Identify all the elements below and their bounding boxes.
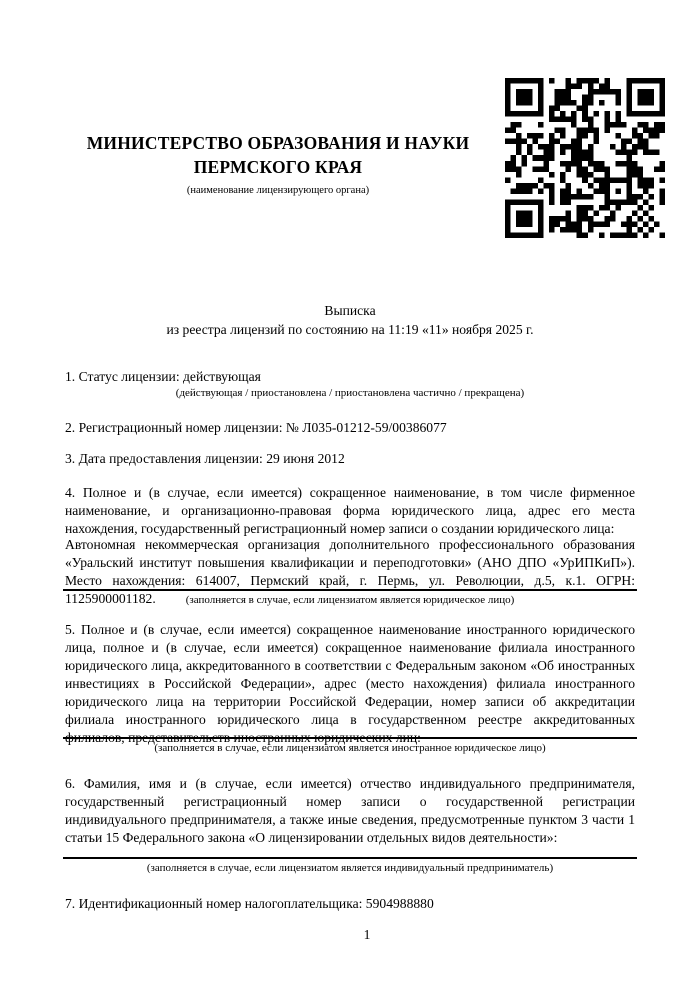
fill-in-line-legal-entity [63, 589, 637, 591]
qr-code-icon [505, 78, 665, 238]
item-foreign-entity-label: 5. Полное и (в случае, если имеется) сокращенное наименование иностранного юридического лица, полное и (в случае, если имеется) сокращенное наименование филиала иностранного юридического лица, аккредитованного в соответствии с Федеральным законом «Об иностранных инвестициях в Российской Федерации», адрес (место нахождения) филиала иностранного юридического лица на территории Российской Федерации, номер записи об аккредитации филиала иностранного юридического лица в государственном реестре аккредитованных филиалов, представительств иностранных юридических лиц: [65, 622, 635, 745]
item-license-date: 3. Дата предоставления лицензии: 29 июня 2012 [65, 451, 345, 466]
fill-in-line-foreign-entity [63, 737, 637, 739]
item-legal-entity-label: 4. Полное и (в случае, если имеется) сокращенное наименование, в том числе фирменное наименование, и организационно-правовая форма юридического лица, адрес его места нахождения, государственный регистрационный номер записи о создании юридического лица: [65, 485, 635, 536]
document-title [65, 301, 635, 339]
item-individual-entrepreneur-caption: (заполняется в случае, если лицензиатом является индивидуальный предприниматель) [146, 862, 554, 874]
page-number: 1 [363, 927, 371, 942]
item-individual-entrepreneur-label: 6. Фамилия, имя и (в случае, если имеется) отчество индивидуального предпринимателя, государственный регистрационный номер записи о государственной регистрации индивидуального предпринимателя, а также иные сведения, предусмотренные пунктом 3 части 1 статьи 15 Федерального закона «О лицензировании отдельных видов деятельности»: [65, 776, 635, 845]
document-title-line2: из реестра лицензий по состоянию на 11:19 «11» ноября 2025 г. [166, 322, 534, 337]
item-foreign-entity-caption: (заполняется в случае, если лицензиатом является иностранное юридическое лицо) [154, 742, 546, 754]
ministry-name-line2: ПЕРМСКОГО КРАЯ [193, 157, 363, 177]
item-taxpayer-number: 7. Идентификационный номер налогоплательщика: 5904988880 [65, 896, 434, 911]
document-title-line1: Выписка [324, 303, 376, 318]
licensing-authority-header [50, 131, 506, 197]
item-license-status: 1. Статус лицензии: действующая [65, 369, 261, 384]
ministry-name-line1: МИНИСТЕРСТВО ОБРАЗОВАНИЯ И НАУКИ [86, 133, 470, 153]
item-license-status-caption: (действующая / приостановлена / приостановлена частично / прекращена) [175, 387, 525, 399]
item-legal-entity-caption: (заполняется в случае, если лицензиатом является юридическое лицо) [185, 594, 515, 606]
item-legal-entity-value: Автономная некоммерческая организация дополнительного профессионального образования «Уральский институт повышения квалификации и переподготовки» (АНО ДПО «УрИПКиП»). Место нахождения: 614007, Пермский край, г. Пермь, ул. Революции, д.5, к.1. ОГРН: 1125900001182. [65, 537, 635, 606]
fill-in-line-individual-entrepreneur [63, 857, 637, 859]
item-registration-number: 2. Регистрационный номер лицензии: № Л035-01212-59/00386077 [65, 420, 447, 435]
licensing-authority-caption: (наименование лицензирующего органа) [186, 185, 370, 196]
